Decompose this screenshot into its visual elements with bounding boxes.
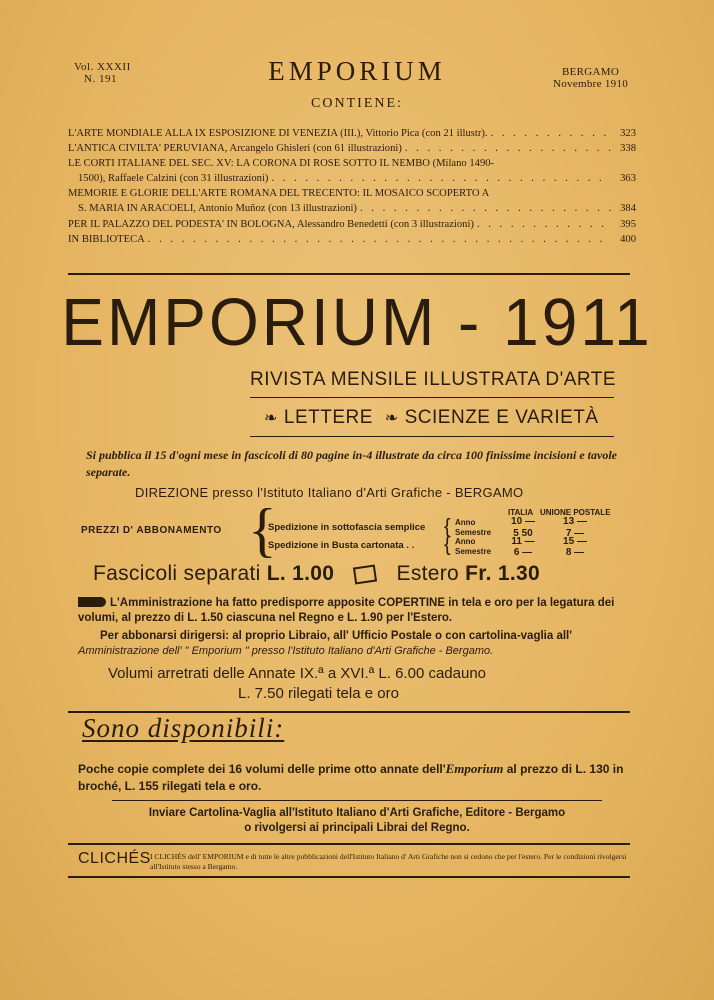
- fascicoli-label: Fascicoli separati: [93, 562, 261, 585]
- toc-entry-title: L'ANTICA CIVILTA' PERUVIANA, Arcangelo Ghisleri (con 61 illustrazioni): [68, 143, 402, 155]
- toc-entry-title-cont: S. MARIA IN ARACOELI, Antonio Muñoz (con 13 illustrazioni): [78, 203, 357, 215]
- toc-entry: [68, 126, 636, 141]
- copies-text: Poche copie complete dei 16 volumi delle prime otto annate dell': [78, 762, 446, 776]
- divider: [68, 843, 630, 845]
- volume-number: Vol. XXXII: [74, 61, 131, 73]
- toc-entry-page: 395: [620, 218, 636, 230]
- leaf-ornament-icon: ❧: [264, 410, 278, 427]
- toc-entry-page: 323: [620, 128, 636, 139]
- city: BERGAMO: [561, 66, 620, 78]
- price-italia: 5 50: [513, 528, 533, 539]
- advert-subtitle: RIVISTA MENSILE ILLUSTRATA D'ARTE: [250, 369, 617, 390]
- toc-entry: [68, 186, 636, 201]
- divider: [68, 876, 630, 878]
- toc-entry-continuation: [68, 201, 636, 216]
- divider: [68, 273, 630, 275]
- toc-entry-title: IN BIBLIOTECA: [68, 233, 145, 245]
- column-header-italia: ITALIA: [508, 508, 534, 517]
- toc-entry-page: 363: [620, 173, 636, 185]
- leaf-ornament-icon: ❧: [384, 410, 399, 427]
- back-issues: [108, 664, 486, 704]
- fascicoli-price: L. 1.00: [266, 562, 335, 585]
- single-issue-price: [93, 562, 540, 586]
- toc-entry: [68, 232, 636, 247]
- toc-entry-title: PER IL PALAZZO DEL PODESTA' IN BOLOGNA, Alessandro Benedetti (con 3 illustrazioni): [68, 218, 474, 230]
- back-issues-line2: L. 7.50 rilegati tela e oro: [238, 685, 399, 702]
- copertine-notice: [78, 596, 638, 626]
- topic-lettere: LETTERE: [283, 407, 373, 428]
- toc-entry: [68, 217, 636, 232]
- copertine-text: L'Amministrazione ha fatto predisporre apposite COPERTINE in tela e oro per la legatura dei volumi, al prezzo di L. 1.50 ciascuna nel Regno e L. 1.90 per l'Estero.: [78, 597, 615, 624]
- prezzi-label: PREZZI D' ABBONAMENTO: [81, 525, 222, 536]
- divider: [112, 800, 602, 801]
- pointing-hand-icon: [78, 597, 106, 607]
- advert-title: EMPORIUM - 1911: [61, 284, 653, 360]
- order-line2: o rivolgersi ai principali Librai del Regno.: [244, 822, 470, 834]
- advert-subtitle-topics: [258, 407, 599, 429]
- cliches-label: CLICHÉS: [78, 850, 151, 867]
- masthead: EMPORIUM: [268, 56, 446, 86]
- place-date: [553, 66, 628, 90]
- price-unione: 7 —: [565, 528, 585, 539]
- column-header-unione: UNIONE POSTALE: [540, 508, 611, 517]
- period: Anno: [455, 518, 476, 527]
- toc-entry-title: LE CORTI ITALIANE DEL SEC. XV: LA CORONA DI ROSE SOTTO IL NEMBO (Milano 1490-: [68, 158, 495, 170]
- price-italia: 10 —: [511, 516, 535, 527]
- brace-icon: {: [444, 534, 451, 556]
- shipping-option: Spedizione in Busta cartonata . .: [268, 540, 415, 551]
- toc-entry-title: L'ARTE MONDIALE ALLA IX ESPOSIZIONE DI VENEZIA (III.), Vittorio Pica (con 21 illustr).: [68, 128, 488, 139]
- estero-price: Fr. 1.30: [465, 562, 540, 585]
- divider: [250, 397, 614, 398]
- topic-scienze: SCIENZE E VARIETÀ: [404, 407, 599, 428]
- price-italia: 6 —: [513, 547, 533, 558]
- toc-entry-title: MEMORIE E GLORIE DELL'ARTE ROMANA DEL TRECENTO: IL MOSAICO SCOPERTO A: [68, 188, 490, 200]
- toc-entry-page: 384: [620, 203, 636, 215]
- abbonarsi-address: Amministrazione dell' " Emporium " presso l'Istituto Italiano d'Arti Grafiche - Bergamo.: [78, 645, 494, 657]
- brace-icon: {: [248, 497, 277, 563]
- toc-entry-title-cont: 1500), Raffaele Calzini (con 31 illustrazioni): [78, 173, 269, 185]
- toc-entry-page: 400: [620, 233, 636, 245]
- period: Semestre: [455, 528, 492, 537]
- shipping-option: Spedizione in sottofascia semplice: [268, 522, 426, 533]
- divider: [250, 436, 614, 437]
- price-unione: 13 —: [563, 516, 587, 527]
- stamp-icon: [353, 565, 377, 585]
- abbonarsi-text: Per abbonarsi dirigersi: al proprio Libraio, all' Ufficio Postale o con cartolina-vaglia all': [100, 630, 572, 642]
- toc-entry: [68, 141, 636, 156]
- toc-entry-page: 338: [620, 143, 636, 155]
- cliches-notice: I CLICHÉS dell' EMPORIUM e di tutte le altre pubblicazioni dell'Istituto Italiano d' Arti Grafiche non si cedono che per l'estero. Per le condizioni rivolgersi all'Istituto stesso a Bergamo.: [150, 852, 627, 871]
- order-line1: Inviare Cartolina-Vaglia all'Istituto Italiano d'Arti Grafiche, Editore - Bergamo: [148, 807, 566, 819]
- period: Anno: [455, 537, 476, 546]
- toc-entry-continuation: [68, 171, 636, 186]
- back-issues-line1: Volumi arretrati delle Annate IX.ª a XVI.ª L. 6.00 cadauno: [108, 665, 487, 682]
- publication-note: Si pubblica il 15 d'ogni mese in fascicoli di 80 pagine in-4 illustrate da circa 100 finissime incisioni e tavole separate.: [86, 448, 618, 479]
- order-notice: [0, 806, 714, 836]
- available-heading: Sono disponibili:: [82, 713, 285, 743]
- toc-entry: [68, 156, 636, 171]
- period: Semestre: [455, 547, 492, 556]
- price-unione: 8 —: [565, 547, 585, 558]
- brace-icon: {: [444, 516, 451, 538]
- copies-emporium: Emporium: [445, 761, 504, 776]
- copies-text-end: al prezzo di L. 130 in broché, L. 155 rilegati tela e oro.: [78, 762, 624, 793]
- price-italia: 11 —: [511, 536, 535, 547]
- price-unione: 15 —: [563, 536, 587, 547]
- contents-heading: CONTIENE:: [311, 96, 403, 111]
- available-copies: [78, 760, 638, 795]
- issue-date: Novembre 1910: [553, 78, 629, 90]
- estero-label: Estero: [396, 562, 460, 585]
- issue-number: N. 191: [84, 73, 117, 85]
- abbonarsi-notice: [78, 629, 640, 644]
- table-of-contents: [68, 126, 636, 247]
- direzione: DIREZIONE presso l'Istituto Italiano d'Arti Grafiche - BERGAMO: [135, 485, 524, 500]
